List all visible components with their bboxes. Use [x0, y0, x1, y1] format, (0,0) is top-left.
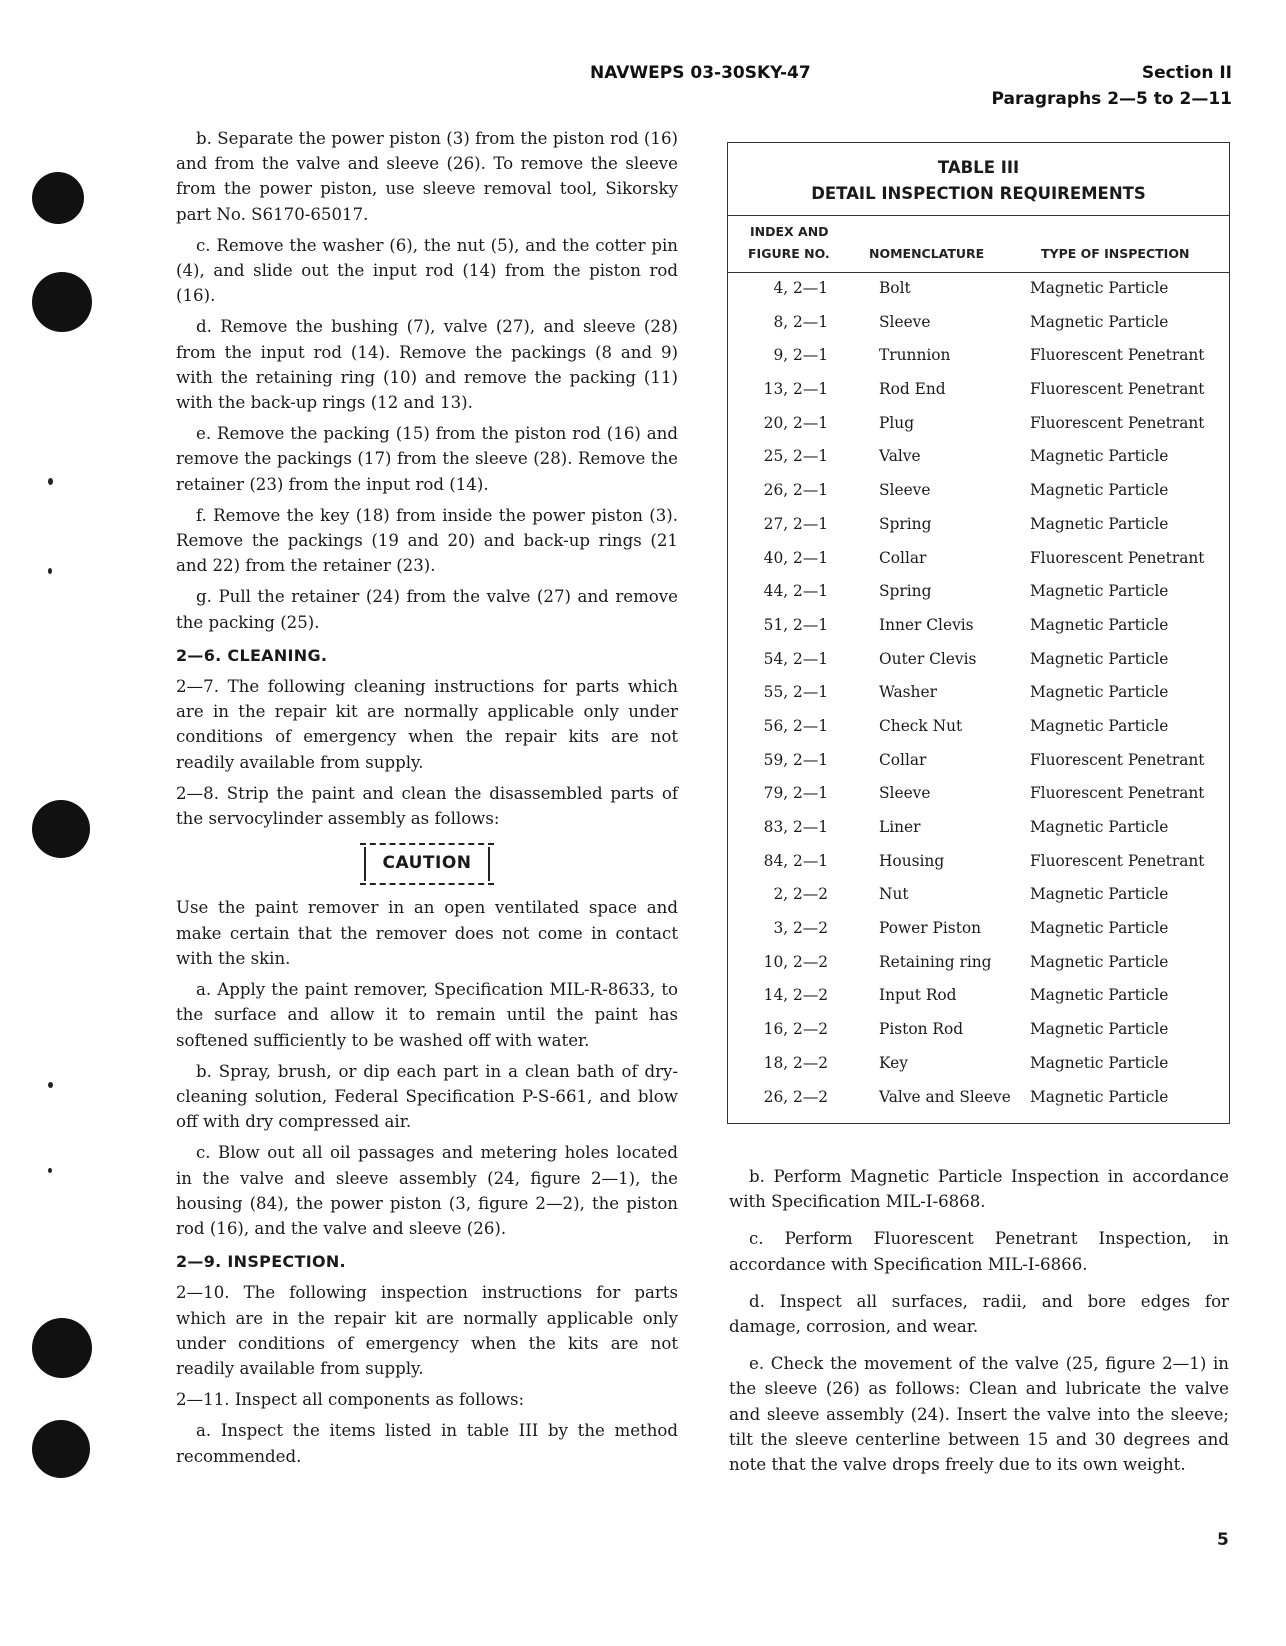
- table-title: [728, 155, 1229, 207]
- table-row: [728, 340, 1229, 374]
- cell-nomenclature: Check Nut: [879, 716, 963, 735]
- cell-nomenclature: Inner Clevis: [879, 615, 974, 634]
- cell-nomenclature: Housing: [879, 851, 945, 870]
- margin-dot: [48, 568, 52, 574]
- cell-nomenclature: Sleeve: [879, 312, 931, 331]
- cell-index-figure: 14, 2—2: [763, 986, 828, 1005]
- cell-inspection-type: Magnetic Particle: [1030, 952, 1169, 971]
- cell-nomenclature: Spring: [879, 582, 932, 601]
- cell-inspection-type: Magnetic Particle: [1030, 683, 1169, 702]
- cell-inspection-type: Fluorescent Penetrant: [1030, 784, 1205, 803]
- page-number: 5: [1217, 1530, 1229, 1550]
- cell-inspection-type: Magnetic Particle: [1030, 1053, 1169, 1072]
- inspection-requirements-table: [727, 142, 1230, 1124]
- paragraph-2-7: 2—7. The following cleaning instructions for parts which are in the repair kit are normally applicable only under conditions of emergency when the repair kits are not readily available from supply.: [176, 677, 678, 772]
- header-index-line2: FIGURE NO.: [748, 246, 830, 261]
- cell-inspection-type: Magnetic Particle: [1030, 919, 1169, 938]
- binder-hole-1: [32, 172, 84, 224]
- cell-nomenclature: Rod End: [879, 380, 946, 399]
- cell-nomenclature: Trunnion: [879, 346, 951, 365]
- table-row: [728, 1014, 1229, 1048]
- binder-hole-3: [32, 800, 90, 858]
- cell-nomenclature: Piston Rod: [879, 1020, 964, 1039]
- cell-index-figure: 10, 2—2: [763, 952, 828, 971]
- cell-index-figure: 51, 2—1: [763, 615, 828, 634]
- cell-nomenclature: Power Piston: [879, 919, 982, 938]
- cell-inspection-type: Fluorescent Penetrant: [1030, 380, 1205, 399]
- cell-index-figure: 26, 2—1: [763, 481, 828, 500]
- paragraph-2-8: 2—8. Strip the paint and clean the disassembled parts of the servocylinder assembly as follows:: [176, 783, 678, 829]
- cell-index-figure: 20, 2—1: [763, 413, 828, 432]
- cell-inspection-type: Fluorescent Penetrant: [1030, 413, 1205, 432]
- cell-inspection-type: Magnetic Particle: [1030, 649, 1169, 668]
- cell-index-figure: 40, 2—1: [763, 548, 828, 567]
- step-c: c. Remove the washer (6), the nut (5), and the cotter pin (4), and slide out the input rod (14) from the piston rod (16).: [176, 235, 678, 306]
- cell-index-figure: 4, 2—1: [773, 279, 828, 297]
- cell-inspection-type: Magnetic Particle: [1030, 818, 1169, 836]
- cell-inspection-type: Magnetic Particle: [1030, 582, 1169, 601]
- step-d: d. Remove the bushing (7), valve (27), and sleeve (28) from the input rod (14). Remove the packings (8 and 9) with the retaining ring (10) and remove the packing (11) with the back-up rings (12 and 13).: [176, 317, 678, 413]
- cell-nomenclature: Sleeve: [879, 481, 931, 500]
- cell-inspection-type: Fluorescent Penetrant: [1030, 750, 1205, 769]
- table-row: [728, 475, 1229, 509]
- cell-inspection-type: Fluorescent Penetrant: [1030, 548, 1205, 567]
- cleaning-step-c: c. Blow out all oil passages and metering holes located in the valve and sleeve assembly (24, figure 2—1), the housing (84), the power piston (3, figure 2—2), the piston rod (16), and the valve and sleeve (26).: [176, 1143, 678, 1238]
- cell-index-figure: 79, 2—1: [763, 784, 828, 803]
- heading-cleaning: 2—6. CLEANING.: [176, 645, 328, 665]
- cell-inspection-type: Magnetic Particle: [1030, 716, 1169, 735]
- cell-index-figure: 55, 2—1: [763, 683, 828, 702]
- cell-nomenclature: Spring: [879, 514, 932, 533]
- document-id: NAVWEPS 03-30SKY-47: [590, 63, 811, 83]
- cell-nomenclature: Bolt: [879, 279, 911, 297]
- table-number: TABLE III: [937, 158, 1020, 177]
- cleaning-step-b: b. Spray, brush, or dip each part in a clean bath of dry-cleaning solution, Federal Specification P-S-661, and blow off with dry compressed air.: [176, 1061, 678, 1132]
- cell-inspection-type: Magnetic Particle: [1030, 1087, 1169, 1106]
- table-row: [728, 812, 1229, 846]
- cell-index-figure: 27, 2—1: [763, 514, 828, 533]
- cell-inspection-type: Magnetic Particle: [1030, 279, 1169, 297]
- binder-hole-5: [32, 1420, 90, 1478]
- right-column: [729, 1164, 1229, 1483]
- cell-inspection-type: Fluorescent Penetrant: [1030, 346, 1205, 365]
- cell-index-figure: 16, 2—2: [763, 1020, 828, 1039]
- table-body: [728, 273, 1229, 1115]
- table-caption: DETAIL INSPECTION REQUIREMENTS: [811, 184, 1146, 203]
- heading-inspection: 2—9. INSPECTION.: [176, 1252, 346, 1272]
- cell-nomenclature: Plug: [879, 413, 915, 432]
- binder-hole-4: [32, 1318, 92, 1378]
- table-row: [728, 644, 1229, 678]
- cell-index-figure: 18, 2—2: [763, 1053, 828, 1072]
- table-row: [728, 980, 1229, 1014]
- paragraph-2-10: 2—10. The following inspection instructions for parts which are in the repair kit are normally applicable only under conditions of emergency when the kits are not readily available from supply.: [176, 1283, 678, 1378]
- cell-inspection-type: Magnetic Particle: [1030, 986, 1169, 1005]
- inspection-step-a: a. Inspect the items listed in table III by the method recommended.: [176, 1421, 678, 1466]
- cell-nomenclature: Collar: [879, 548, 927, 567]
- cell-nomenclature: Retaining ring: [879, 952, 992, 971]
- cell-nomenclature: Valve: [879, 447, 921, 466]
- header-nomenclature: NOMENCLATURE: [869, 246, 985, 261]
- table-row: [728, 677, 1229, 711]
- inspection-step-b: b. Perform Magnetic Particle Inspection in accordance with Specification MIL-I-6868.: [729, 1167, 1229, 1212]
- table-row: [728, 745, 1229, 779]
- table-row: [728, 913, 1229, 947]
- cell-inspection-type: Fluorescent Penetrant: [1030, 851, 1205, 870]
- inspection-step-d: d. Inspect all surfaces, radii, and bore edges for damage, corrosion, and wear.: [729, 1291, 1229, 1337]
- binder-hole-2: [32, 272, 92, 332]
- inspection-step-c: c. Perform Fluorescent Penetrant Inspection, in accordance with Specification MIL-I-6866.: [729, 1229, 1229, 1274]
- cell-nomenclature: Washer: [879, 683, 937, 702]
- cell-index-figure: 59, 2—1: [763, 750, 828, 769]
- cell-inspection-type: Magnetic Particle: [1030, 1020, 1169, 1039]
- cell-index-figure: 25, 2—1: [763, 447, 828, 466]
- table-row: [728, 441, 1229, 475]
- table-row: [728, 778, 1229, 812]
- table-row: [728, 610, 1229, 644]
- table-row: [728, 846, 1229, 880]
- cell-inspection-type: Magnetic Particle: [1030, 885, 1169, 904]
- step-g: g. Pull the retainer (24) from the valve (27) and remove the packing (25).: [176, 587, 678, 632]
- table-row: [728, 1082, 1229, 1116]
- cell-nomenclature: Outer Clevis: [879, 649, 977, 668]
- cell-inspection-type: Magnetic Particle: [1030, 514, 1169, 533]
- table-row: [728, 374, 1229, 408]
- table-row: [728, 947, 1229, 981]
- table-row: [728, 1048, 1229, 1082]
- cell-index-figure: 9, 2—1: [773, 346, 828, 365]
- cell-index-figure: 83, 2—1: [763, 818, 828, 836]
- cell-nomenclature: Collar: [879, 750, 927, 769]
- cell-index-figure: 84, 2—1: [763, 851, 828, 870]
- cell-index-figure: 44, 2—1: [763, 582, 828, 601]
- caution-box: [176, 843, 678, 885]
- cell-nomenclature: Key: [879, 1053, 908, 1072]
- cell-inspection-type: Magnetic Particle: [1030, 312, 1169, 331]
- cell-index-figure: 13, 2—1: [763, 380, 828, 399]
- table-row: [728, 543, 1229, 577]
- cell-index-figure: 2, 2—2: [773, 885, 828, 904]
- cell-index-figure: 8, 2—1: [773, 312, 828, 331]
- cell-inspection-type: Magnetic Particle: [1030, 447, 1169, 466]
- table-row: [728, 273, 1229, 307]
- table-row: [728, 711, 1229, 745]
- table-header-row: [728, 215, 1229, 273]
- cell-nomenclature: Valve and Sleeve: [879, 1087, 1011, 1106]
- margin-dot: [48, 1082, 53, 1088]
- step-f: f. Remove the key (18) from inside the power piston (3). Remove the packings (19 and 20) and back-up rings (21 and 22) from the retainer (23).: [176, 505, 678, 576]
- header-index-line1: INDEX AND: [750, 224, 829, 239]
- section-label: Section II: [1141, 63, 1232, 83]
- left-column: [176, 126, 678, 1475]
- table-row: [728, 408, 1229, 442]
- inspection-step-e: e. Check the movement of the valve (25, figure 2—1) in the sleeve (26) as follows: Clean and lubricate the valve and sleeve assembly (24). Insert the valve into the sleeve; tilt the sleeve centerline between 15 and 30 degrees and note that the valve drops freely due to its own weight.: [729, 1354, 1229, 1475]
- cell-index-figure: 3, 2—2: [773, 919, 828, 938]
- cell-nomenclature: Input Rod: [879, 986, 957, 1005]
- cell-nomenclature: Sleeve: [879, 784, 931, 803]
- caution-text: Use the paint remover in an open ventilated space and make certain that the remover does not come in contact with the skin.: [176, 898, 678, 968]
- cell-index-figure: 54, 2—1: [763, 649, 828, 668]
- table-row: [728, 576, 1229, 610]
- margin-dot: [48, 478, 53, 485]
- margin-dot: [48, 1168, 52, 1173]
- table-row: [728, 879, 1229, 913]
- table-row: [728, 307, 1229, 341]
- cell-nomenclature: Liner: [879, 818, 921, 836]
- cell-inspection-type: Magnetic Particle: [1030, 481, 1169, 500]
- caution-label: CAUTION: [360, 843, 493, 885]
- table-row: [728, 509, 1229, 543]
- cell-index-figure: 56, 2—1: [763, 716, 828, 735]
- cleaning-step-a: a. Apply the paint remover, Specification MIL-R-8633, to the surface and allow it to remain until the paint has softened sufficiently to be washed off with water.: [176, 980, 678, 1050]
- paragraph-2-11: 2—11. Inspect all components as follows:: [176, 1390, 525, 1410]
- paragraph-range: Paragraphs 2—5 to 2—11: [991, 89, 1232, 109]
- cell-index-figure: 26, 2—2: [763, 1087, 828, 1106]
- cell-nomenclature: Nut: [879, 885, 909, 904]
- header-inspection-type: TYPE OF INSPECTION: [1041, 246, 1190, 261]
- step-b: b. Separate the power piston (3) from the piston rod (16) and from the valve and sleeve (26). To remove the sleeve from the power piston, use sleeve removal tool, Sikorsky part No. S6170-65017.: [176, 129, 678, 224]
- cell-inspection-type: Magnetic Particle: [1030, 615, 1169, 634]
- step-e: e. Remove the packing (15) from the piston rod (16) and remove the packings (17) from the sleeve (28). Remove the retainer (23) from the input rod (14).: [176, 424, 678, 494]
